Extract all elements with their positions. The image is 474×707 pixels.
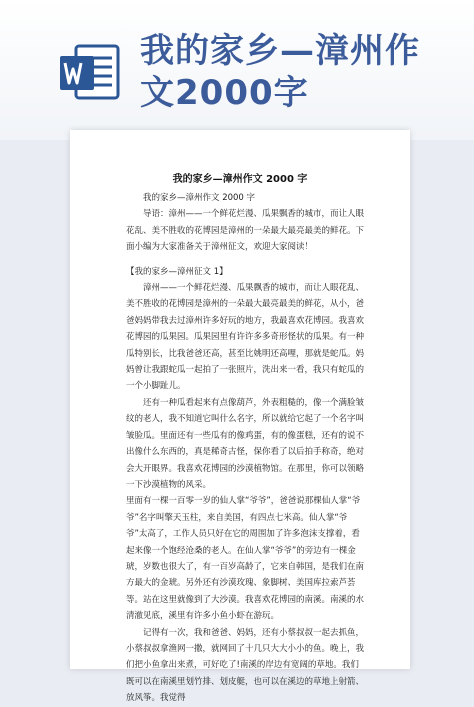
page-title — [140, 30, 460, 114]
paragraph: 我的家乡—漳州作文 2000 字 — [143, 193, 256, 203]
paragraph: 导语：漳州——一个鲜花烂漫、瓜果飘香的城市，而让人眼花乱、美不胜收的花博园是漳州的一朵最大最亮最美的鲜花。下面小编为大家准备关于漳州征文，欢迎大家阅读！ — [126, 209, 365, 253]
paragraph: 还有一种瓜看起来有点像葫芦，外表粗糙的，像一个满脸皱纹的老人，我不知道它叫什么名字，所以就给它起了一个名字叫皱脸瓜。里面还有一些瓜有的像鸡蛋，有的像蛋糕，还有的说不出像什么东西的，真是稀奇古怪，保你看了以后拍手称奇，绝对会大开眼界。我喜欢花博园的沙漠植物馆。在那里，你可以领略一下沙漠植物的风采。 — [126, 397, 365, 490]
document-body — [126, 190, 366, 707]
paragraph: 记得有一次，我和爸爸、妈妈，还有小蔡叔叔一起去抓鱼，小蔡叔叔拿渔网一撒，就网回了十几只大大小小的鱼。晚上，我们把小鱼拿出来煮，可好吃了!南溪的岸边有宽阔的草地。我们既可以在南溪里划竹排、划皮艇，也可以在溪边的草地上射箭、放风筝。我觉得 — [126, 627, 365, 704]
section-heading: 【我的家乡—漳州征文 1】 — [126, 266, 228, 277]
title-line-1: 我的家乡—漳州作 — [140, 31, 420, 71]
title-line-2: 文2000字 — [140, 73, 309, 113]
document-title: 我的家乡—漳州作文 2000 字 — [172, 174, 308, 185]
word-document-icon — [58, 40, 122, 104]
paragraph: 里面有一棵一百零一岁的仙人掌“爷爷”，爸爸说那棵仙人掌“爷爷”名字叫擎天玉柱，来自美国，有四点七米高。仙人掌“爷爷”太高了，工作人员只好在它的周围加了许多泡沫支撑着，看起来像一个饱经沧桑的老人。在仙人掌“爷爷”的旁边有一棵金琥，岁数也很大了，有一百岁高龄了，它来自韩国，是我们在南方最大的金琥。另外还有沙漠玫瑰、象脚树、美国库拉索芦荟等。站在这里就像到了大沙漠。我喜欢花博园的南溪。南溪的水清澈见底，溪里有许多小鱼小虾在游玩。 — [126, 496, 365, 622]
document-page — [70, 130, 410, 704]
paragraph: 漳州——一个鲜花烂漫、瓜果飘香的城市，而让人眼花乱、美不胜收的花博园是漳州的一朵最大最亮最美的鲜花，从小，爸爸妈妈带我去过漳州许多好玩的地方，我最喜欢花博园。我喜欢花博园的瓜果园。瓜果园里有许许多多奇形怪状的瓜果。有一种瓜特别长，比我爸爸还高，甚至比姚明还高哩，那就是蛇瓜。妈妈曾让我跟蛇瓜一起拍了一张照片，洗出来一看，我只有蛇瓜的一个小脚趾儿。 — [126, 283, 365, 392]
